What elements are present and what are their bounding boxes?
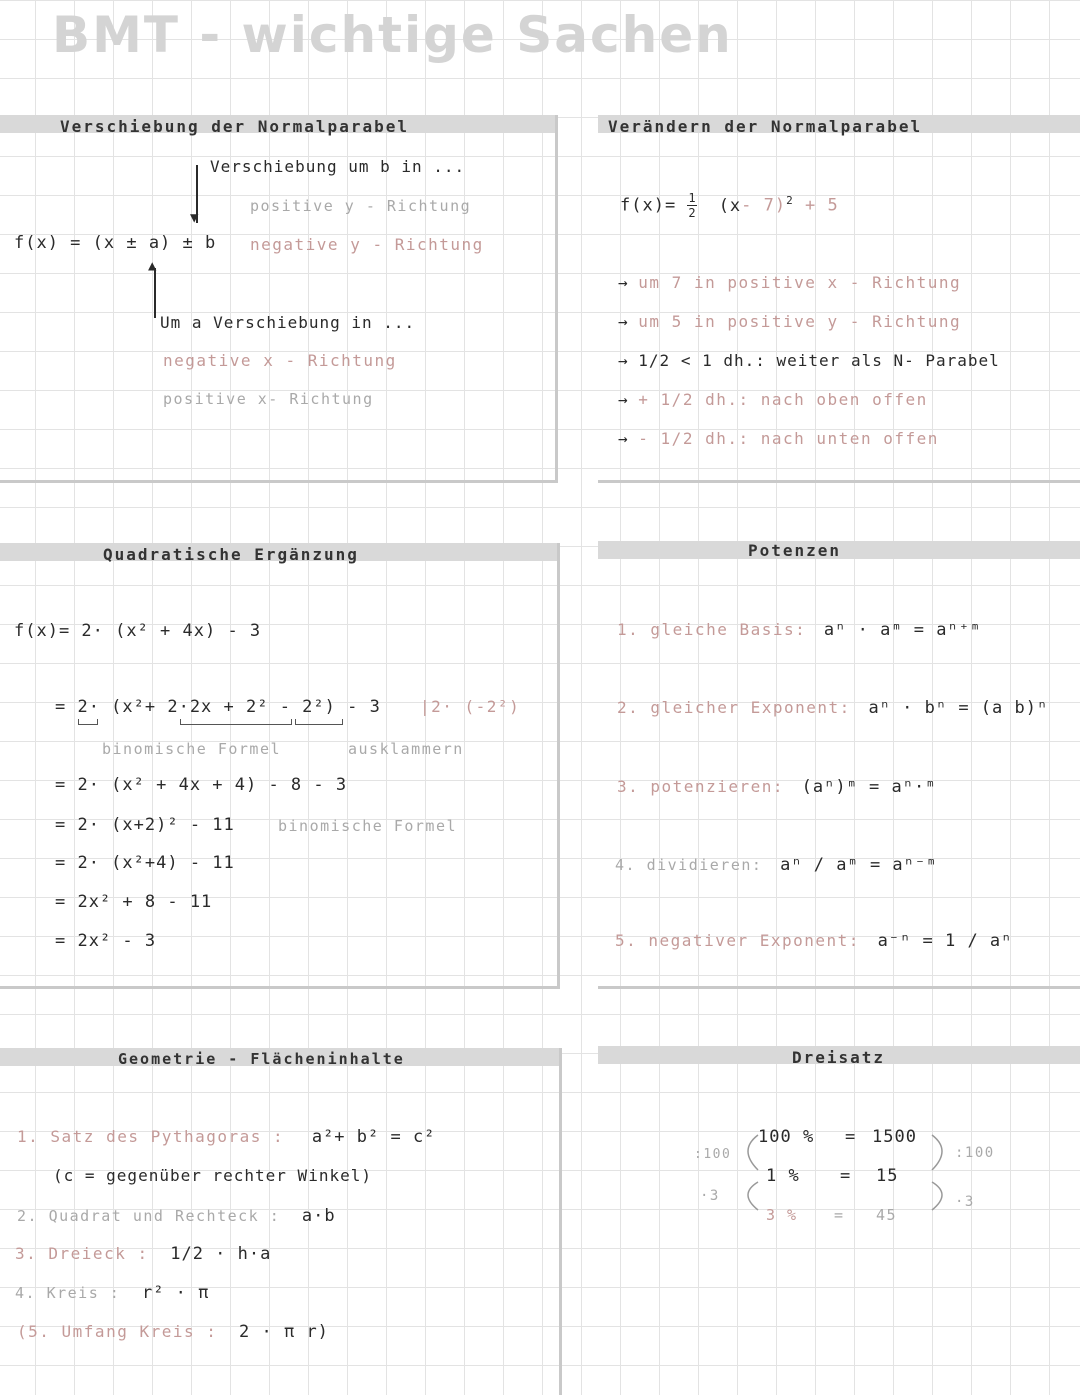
potenz-rule-formula: aⁿ / aᵐ = aⁿ⁻ᵐ [780, 855, 938, 875]
dreisatz-row-3-eq: = [834, 1206, 845, 1224]
geometrie-formula: 2 · π r) [239, 1322, 329, 1342]
dreisatz-row-1-left: 100 % [758, 1127, 815, 1147]
formula-mid: (x [718, 195, 742, 216]
arrow-icon: → [618, 273, 629, 292]
verschiebung-heading: Verschiebung der Normalparabel [60, 117, 409, 136]
down-arrow-head-icon: ▼ [190, 210, 200, 226]
arrow-icon: → [618, 390, 629, 409]
fraction-numerator: 1 [688, 191, 697, 205]
potenz-rule-label: 5. negativer Exponent: [615, 931, 860, 950]
veraendern-line [618, 390, 928, 409]
dreisatz-row-2-eq: = [840, 1166, 852, 1186]
quadratisch-step3-note: binomische Formel [278, 817, 458, 835]
potenz-rule-label: 3. potenzieren: [617, 777, 784, 796]
dreisatz-heading: Dreisatz [792, 1048, 886, 1067]
label-binomische-formel: binomische Formel [102, 740, 282, 758]
verschiebung-bottom-label: Um a Verschiebung in ... [160, 313, 416, 332]
quadratisch-start: f(x)= 2· (x² + 4x) - 3 [14, 621, 262, 641]
dreisatz-left-op: ·3 [700, 1188, 720, 1204]
potenz-rule [617, 620, 981, 640]
geometrie-line [15, 1244, 271, 1264]
veraendern-line [618, 351, 1000, 370]
potenz-rule-label: 1. gleiche Basis: [617, 620, 807, 639]
quadratisch-step5: = 2x² + 8 - 11 [55, 892, 213, 912]
dreisatz-row-1-eq: = [845, 1127, 857, 1147]
quadratisch-step6: = 2x² - 3 [55, 931, 157, 951]
potenzen-heading: Potenzen [748, 541, 842, 560]
underline-bracket [295, 719, 343, 725]
geometrie-note: (c = gegenüber rechter Winkel) [53, 1166, 372, 1185]
right-brackets-icon [920, 1130, 960, 1230]
geometrie-label: 1. Satz des Pythagoras : [17, 1127, 285, 1146]
geometrie-formula: r² · π [141, 1283, 210, 1303]
x-negative-label: negative x - Richtung [163, 351, 397, 370]
dreisatz-left-op: :100 [694, 1147, 732, 1162]
formula-plus: + 5 [805, 195, 839, 216]
geometrie-heading: Geometrie - Flächeninhalte [118, 1050, 405, 1068]
geometrie-formula: a·b [301, 1206, 336, 1226]
dreisatz-row-3-left: 3 % [766, 1206, 798, 1224]
dreisatz-row-2-left: 1 % [766, 1166, 800, 1186]
formula-exponent: 2 [786, 193, 794, 207]
y-positive-label: positive y - Richtung [250, 197, 472, 215]
veraendern-line-text: um 5 in positive y - Richtung [638, 312, 962, 331]
dreisatz-row-1-right: 1500 [872, 1127, 917, 1147]
dreisatz-row-2-right: 15 [876, 1166, 899, 1186]
x-positive-label: positive x- Richtung [163, 390, 374, 408]
left-brackets-icon [730, 1130, 770, 1230]
geometrie-line [15, 1283, 209, 1303]
potenz-rule [615, 931, 1012, 951]
veraendern-heading: Verändern der Normalparabel [608, 117, 923, 136]
veraendern-line-text: um 7 in positive x - Richtung [638, 273, 962, 292]
veraendern-line-text: 1/2 < 1 dh.: weiter als N- Parabel [638, 351, 1000, 370]
geometrie-label: 4. Kreis : [15, 1284, 121, 1302]
geometrie-label: 3. Dreieck : [15, 1244, 149, 1263]
potenz-rule-formula: a⁻ⁿ = 1 / aⁿ [877, 931, 1013, 951]
formula-prefix: f(x)= [620, 195, 677, 216]
quadratisch-step1-note: |2· (-2²) [420, 697, 521, 716]
arrow-icon: → [618, 351, 629, 370]
verschiebung-formula: f(x) = (x ± a) ± b [14, 233, 217, 253]
quadratisch-step2: = 2· (x² + 4x + 4) - 8 - 3 [55, 775, 348, 795]
veraendern-box [598, 115, 1080, 483]
potenz-rule [615, 855, 937, 875]
veraendern-line-text: + 1/2 dh.: nach oben offen [638, 390, 928, 409]
dreisatz-row-3-right: 45 [876, 1206, 898, 1224]
arrow-icon: → [618, 429, 629, 448]
geometrie-formula: a²+ b² = c² [311, 1127, 436, 1147]
veraendern-line [618, 312, 961, 331]
dreisatz-right-op: :100 [955, 1145, 995, 1161]
potenz-rule-label: 2. gleicher Exponent: [617, 698, 851, 717]
potenz-rule [617, 777, 936, 797]
y-negative-label: negative y - Richtung [250, 235, 484, 254]
fraction [687, 192, 697, 219]
geometrie-formula: 1/2 · h·a [170, 1244, 272, 1264]
potenz-rule-label: 4. dividieren: [615, 856, 763, 874]
quadratisch-step4: = 2· (x²+4) - 11 [55, 853, 235, 873]
dreisatz-right-op: ·3 [955, 1194, 975, 1210]
potenz-rule-formula: aⁿ · bⁿ = (a b)ⁿ [868, 698, 1049, 718]
page-title: BMT - wichtige Sachen [52, 6, 733, 64]
fraction-denominator: 2 [688, 206, 697, 220]
arrow-icon: → [618, 312, 629, 331]
verschiebung-top-label: Verschiebung um b in ... [210, 157, 466, 176]
veraendern-formula [620, 192, 839, 219]
veraendern-line [618, 429, 939, 448]
quadratisch-step1: = 2· (x²+ 2·2x + 2² - 2²) - 3 [55, 697, 381, 717]
veraendern-line-text: - 1/2 dh.: nach unten offen [638, 429, 939, 448]
up-arrow-head-icon: ▲ [148, 258, 158, 274]
geometrie-line [17, 1322, 329, 1342]
underline-bracket [78, 719, 98, 725]
geometrie-line [17, 1206, 336, 1226]
geometrie-line [17, 1127, 435, 1147]
potenz-rule-formula: aⁿ · aᵐ = aⁿ⁺ᵐ [823, 620, 982, 640]
label-ausklammern: ausklammern [348, 740, 464, 758]
up-arrow-icon [154, 268, 156, 318]
quadratisch-step3: = 2· (x+2)² - 11 [55, 815, 235, 835]
geometrie-label: (5. Umfang Kreis : [17, 1322, 218, 1341]
underline-bracket [180, 719, 292, 725]
veraendern-line [618, 273, 961, 292]
potenz-rule [617, 698, 1048, 718]
quadratisch-heading: Quadratische Ergänzung [103, 545, 359, 564]
potenzen-box [598, 541, 1080, 989]
geometrie-label: 2. Quadrat und Rechteck : [17, 1207, 281, 1225]
quadratisch-box [0, 543, 560, 989]
formula-shift: - 7) [741, 195, 787, 216]
potenz-rule-formula: (aⁿ)ᵐ = aⁿ·ᵐ [801, 777, 937, 797]
